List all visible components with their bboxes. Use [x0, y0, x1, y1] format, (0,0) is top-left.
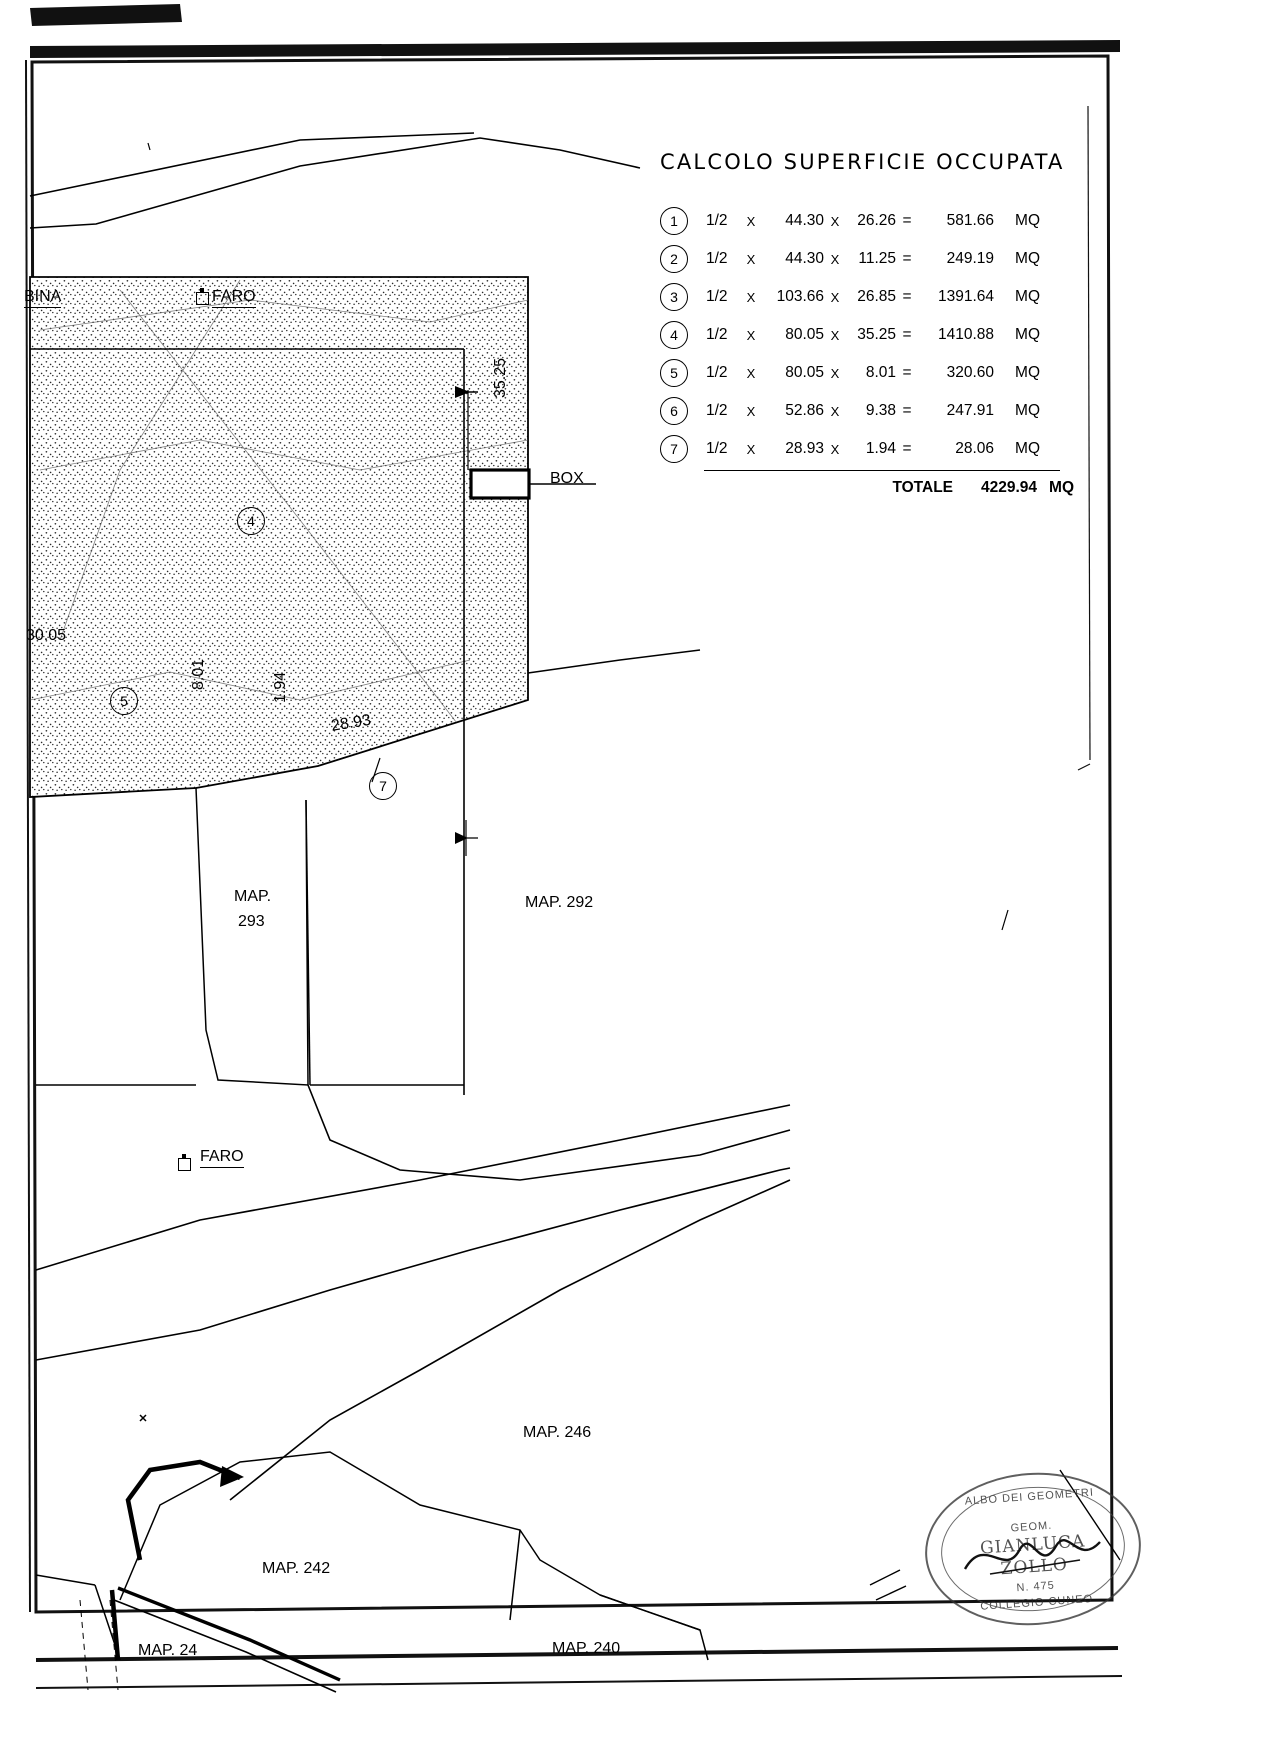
- calc-half: 1/2: [706, 402, 728, 419]
- label-map-293-num: 293: [238, 913, 265, 930]
- calc-row-index: 7: [660, 435, 688, 463]
- calc-equals: =: [902, 440, 912, 457]
- calc-mult-1: X: [746, 289, 756, 305]
- calc-mult-1: X: [746, 441, 756, 457]
- calc-half: 1/2: [706, 288, 728, 305]
- calc-mult-2: X: [830, 213, 840, 229]
- calc-operand-a: 52.86: [785, 402, 824, 419]
- calc-mult-1: X: [746, 403, 756, 419]
- stamp-arc-bottom: COLLEGIO CUNEO: [979, 1592, 1094, 1613]
- calc-mult-1: X: [746, 365, 756, 381]
- calc-operand-a: 44.30: [785, 250, 824, 267]
- label-map-242: MAP. 242: [262, 1560, 331, 1577]
- dim-28-93: 28.93: [330, 711, 373, 735]
- calc-mult-2: X: [830, 365, 840, 381]
- calc-unit: MQ: [1015, 212, 1040, 229]
- area-marker-7: [369, 772, 397, 800]
- calc-half: 1/2: [706, 364, 728, 381]
- calc-row: [660, 392, 1080, 430]
- calc-rows: [660, 202, 1080, 468]
- label-map-293: MAP.: [234, 888, 272, 905]
- calc-row: [660, 430, 1080, 468]
- calc-operand-b: 35.25: [857, 326, 896, 343]
- label-faro-bottom: FARO: [200, 1148, 244, 1168]
- calc-mult-2: X: [830, 327, 840, 343]
- calc-operand-a: 80.05: [785, 326, 824, 343]
- calc-result: 1391.64: [937, 288, 994, 305]
- label-box: BOX: [550, 470, 584, 487]
- calc-unit: MQ: [1015, 440, 1040, 457]
- label-faro-top: FARO: [212, 288, 256, 308]
- calc-row: [660, 240, 1080, 278]
- calc-row-index: 3: [660, 283, 688, 311]
- dim-80-05: 30.05: [26, 627, 67, 644]
- calc-equals: =: [902, 364, 912, 381]
- area-marker-7-label: 7: [379, 778, 387, 794]
- total-value: 4229.94: [981, 479, 1038, 496]
- total-divider: [704, 470, 1060, 471]
- calc-operand-b: 11.25: [858, 250, 896, 267]
- calc-row: [660, 278, 1080, 316]
- label-map-246: MAP. 246: [523, 1424, 592, 1441]
- calc-operand-b: 9.38: [865, 402, 896, 419]
- calc-half: 1/2: [706, 440, 728, 457]
- calc-result: 1410.88: [937, 326, 994, 343]
- faro-icon-bottom: [178, 1158, 191, 1171]
- calc-row-index: 4: [660, 321, 688, 349]
- calc-result: 247.91: [946, 402, 994, 419]
- calc-row-index: 6: [660, 397, 688, 425]
- calc-unit: MQ: [1015, 402, 1040, 419]
- calc-mult-2: X: [830, 289, 840, 305]
- calc-operand-b: 8.01: [865, 364, 896, 381]
- calc-half: 1/2: [706, 326, 728, 343]
- dim-1-94: 1.94: [272, 671, 289, 703]
- label-map-240: MAP. 240: [552, 1640, 621, 1657]
- label-cabina: BINA: [24, 288, 61, 308]
- stamp-arc-top: ALBO DEI GEOMETRI: [964, 1486, 1095, 1508]
- calc-equals: =: [902, 212, 912, 229]
- calc-unit: MQ: [1015, 288, 1040, 305]
- calc-row: [660, 354, 1080, 392]
- area-marker-5-label: 5: [120, 693, 128, 709]
- calculation-table: [660, 150, 1080, 497]
- calc-row-index: 5: [660, 359, 688, 387]
- calc-operand-b: 26.26: [857, 212, 896, 229]
- dim-35-25: 35.25: [492, 357, 509, 398]
- calc-result: 28.06: [955, 440, 994, 457]
- stamp-name: GIANLUCA: [979, 1531, 1086, 1559]
- area-marker-4: [237, 507, 265, 535]
- calc-row: [660, 316, 1080, 354]
- faro-icon: [196, 292, 209, 305]
- calc-half: 1/2: [706, 250, 728, 267]
- stamp-line-1: GEOM.: [1010, 1519, 1053, 1535]
- calc-row: [660, 202, 1080, 240]
- calc-equals: =: [902, 250, 912, 267]
- calc-operand-a: 28.93: [785, 440, 824, 457]
- calc-operand-a: 44.30: [785, 212, 824, 229]
- label-map-241: MAP. 24: [138, 1642, 198, 1659]
- calc-mult-1: X: [746, 327, 756, 343]
- total-unit: MQ: [1049, 479, 1074, 496]
- calc-operand-b: 26.85: [857, 288, 896, 305]
- calc-result: 320.60: [946, 364, 994, 381]
- calc-mult-2: X: [830, 403, 840, 419]
- calc-row-index: 2: [660, 245, 688, 273]
- calc-half: 1/2: [706, 212, 728, 229]
- calc-unit: MQ: [1015, 250, 1040, 267]
- calc-equals: =: [902, 326, 912, 343]
- calc-result: 581.66: [946, 212, 994, 229]
- calc-mult-1: X: [746, 213, 756, 229]
- total-label: TOTALE: [892, 479, 953, 496]
- calc-title: CALCOLO SUPERFICIE OCCUPATA: [660, 150, 1065, 174]
- calc-operand-a: 80.05: [785, 364, 824, 381]
- calc-mult-1: X: [746, 251, 756, 267]
- calc-equals: =: [902, 288, 912, 305]
- area-marker-5: [110, 687, 138, 715]
- calc-equals: =: [902, 402, 912, 419]
- stamp-surname: ZOLLO: [999, 1554, 1069, 1580]
- calc-operand-a: 103.66: [776, 288, 824, 305]
- calc-total-row: [660, 479, 1080, 497]
- dim-8-01: 8.01: [190, 658, 207, 690]
- calc-unit: MQ: [1015, 364, 1040, 381]
- calc-result: 249.19: [946, 250, 994, 267]
- label-map-292: MAP. 292: [525, 894, 594, 911]
- calc-row-index: 1: [660, 207, 688, 235]
- calc-mult-2: X: [830, 441, 840, 457]
- calc-unit: MQ: [1015, 326, 1040, 343]
- calc-mult-2: X: [830, 251, 840, 267]
- area-marker-4-label: 4: [247, 513, 255, 529]
- stamp-number: N. 475: [1016, 1579, 1056, 1595]
- calc-operand-b: 1.94: [865, 440, 896, 457]
